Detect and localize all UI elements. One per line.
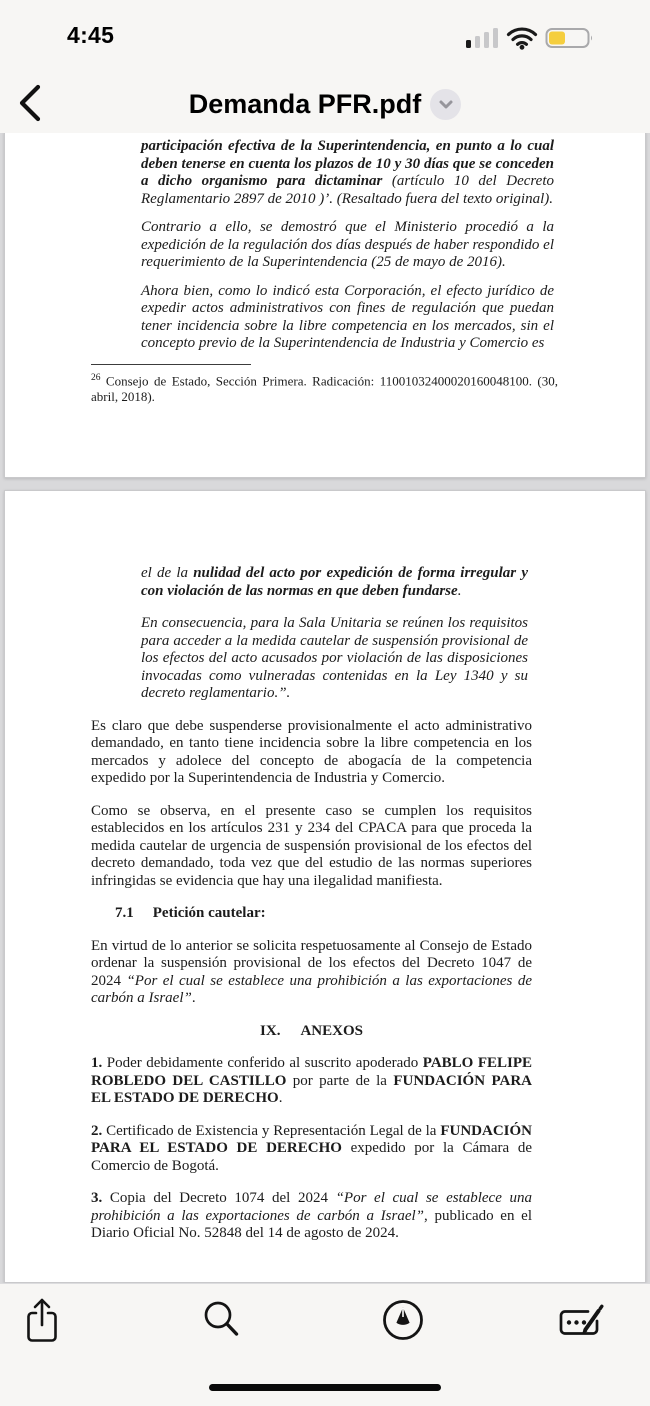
footnote-text: Consejo de Estado, Sección Primera. Radicación: 11001032400020160048100. (30, abril, 2018).	[91, 372, 558, 404]
search-button[interactable]	[201, 1294, 249, 1346]
quoted-paragraph: En consecuencia, para la Sala Unitaria se reúnen los requisitos para acceder a la medida cautelar de suspensión provisional de los efectos del acto acusados por violación de las disposiciones invocadas como vulneradas contenidas en la Ley 1340 y su decreto reglamentario.”.	[141, 615, 528, 701]
text-run: , publicado en el Diario Oficial No. 52848 del 14 de agosto de 2024.	[91, 1207, 532, 1241]
section-number: IX.	[260, 1022, 281, 1039]
back-button[interactable]	[16, 83, 52, 123]
footnote	[91, 370, 558, 405]
home-indicator[interactable]	[209, 1384, 441, 1391]
fill-and-sign-button[interactable]	[558, 1294, 606, 1346]
quoted-paragraph	[141, 565, 528, 600]
item-number: 1.	[91, 1055, 103, 1071]
battery-fill	[549, 32, 565, 45]
footnote-number: 26	[91, 372, 101, 383]
wifi-icon	[506, 26, 538, 50]
bottom-toolbar	[0, 1283, 650, 1406]
bold-run: PABLO FELIPE ROBLEDO DEL CASTILLO	[91, 1055, 532, 1089]
annex-item-1	[91, 1055, 532, 1108]
annex-item-2	[91, 1123, 532, 1176]
body-paragraph	[91, 938, 532, 1008]
section-heading-anexos	[91, 1023, 532, 1041]
text-run: .	[191, 990, 196, 1006]
item-number: 2.	[91, 1122, 103, 1139]
search-icon	[201, 1299, 249, 1341]
bold-run: FUNDACIÓN PARA EL ESTADO DE DERECHO	[91, 1072, 532, 1106]
italic-run: “Por el cual se establece una prohibición a las exportaciones de carbón a Israel”	[91, 1190, 532, 1224]
section-label: Petición cautelar:	[152, 905, 266, 921]
quote-bold-run: participación efectiva de la Superintendencia, en punto a lo cual deben tenerse en cuenta los plazos de 10 y 30 días que se conceden a dicho organismo para dictaminar	[141, 138, 554, 189]
document-title: Demanda PFR.pdf	[188, 88, 422, 119]
markup-pen-icon	[381, 1298, 429, 1342]
quote-bold-run: nulidad del acto por expedición de forma irregular y con violación de las normas en que deben fundarse	[141, 565, 528, 599]
body-paragraph: Como se observa, en el presente caso se cumplen los requisitos establecidos en los artículos 231 y 234 del CPACA para que proceda la medida cautelar de urgencia de suspensión provisional de los efectos del decreto demandado, toda vez que del estudio de las normas superiores infringidas se evidencia que hay una ilegalidad manifiesta.	[91, 802, 532, 889]
top-chrome	[0, 0, 650, 133]
body-paragraph: Es claro que debe suspenderse provisionalmente el acto administrativo demandado, en tanto tiene incidencia sobre la libre competencia en los mercados y adolece del concepto de abogacía de la competencia expedido por la Superintendencia de Industria y Comercio.	[91, 717, 532, 786]
title-menu-button[interactable]	[430, 89, 461, 120]
quoted-paragraph: Contrario a ello, se demostró que el Ministerio procedió a la expedición de la regulación dos días después de haber respondido el requerimiento de la Superintendencia (25 de mayo de 2016).	[141, 219, 554, 270]
pdf-page-2[interactable]	[4, 490, 646, 1283]
text-run: expedido por la Cámara de Comercio de Bogotá.	[91, 1140, 533, 1174]
quote-regular-run: .	[457, 582, 462, 599]
share-icon	[22, 1297, 70, 1343]
markup-button[interactable]	[381, 1294, 429, 1346]
text-run: Poder debidamente conferido al suscrito apoderado	[102, 1055, 423, 1071]
chevron-left-icon	[16, 83, 52, 123]
section-number: 7.1	[115, 905, 134, 921]
quoted-paragraph: Ahora bien, como lo indicó esta Corporación, el efecto jurídico de expedir actos administrativos con fines de regulación que puedan tener incidencia sobre la libre competencia en los mercados, sin el concepto previo de la Superintendencia de Industria y Comercio es	[141, 282, 554, 351]
pdf-page-1[interactable]	[4, 131, 646, 478]
italic-run: “Por el cual se establece una prohibición a las exportaciones de carbón a Israel”	[91, 972, 532, 1006]
quoted-paragraph	[141, 138, 554, 208]
text-run: En virtud de lo anterior se solicita respetuosamente al Consejo de Estado ordenar la suspensión provisional de los efectos del Decreto 1047 de 2024	[91, 937, 532, 989]
item-number: 3.	[91, 1190, 103, 1206]
nav-bar	[0, 75, 650, 133]
section-heading-7-1	[115, 905, 558, 923]
text-run: Copia del Decreto 1074 del 2024	[102, 1190, 336, 1206]
text-run: por parte de la	[286, 1072, 394, 1089]
text-run: .	[278, 1090, 283, 1106]
fill-and-sign-icon	[558, 1298, 606, 1342]
text-run: Certificado de Existencia y Representación Legal de la	[102, 1122, 441, 1139]
status-icons	[465, 26, 595, 50]
status-time: 4:45	[67, 22, 115, 48]
share-button[interactable]	[22, 1294, 70, 1346]
annex-item-3	[91, 1190, 532, 1243]
chevron-down-icon	[437, 95, 455, 113]
section-label: ANEXOS	[300, 1022, 363, 1039]
battery-icon	[545, 26, 595, 50]
cellular-signal-icon	[465, 27, 499, 49]
quote-regular-run: (artículo 10 del Decreto Reglamentario 2897 de 2010 )’. (Resaltado fuera del texto original).	[141, 173, 554, 207]
footnote-separator	[91, 364, 251, 365]
title-group	[0, 75, 650, 133]
bold-run: FUNDACIÓN PARA EL ESTADO DE DERECHO	[91, 1122, 532, 1156]
quote-regular-run: el de la	[141, 565, 194, 581]
